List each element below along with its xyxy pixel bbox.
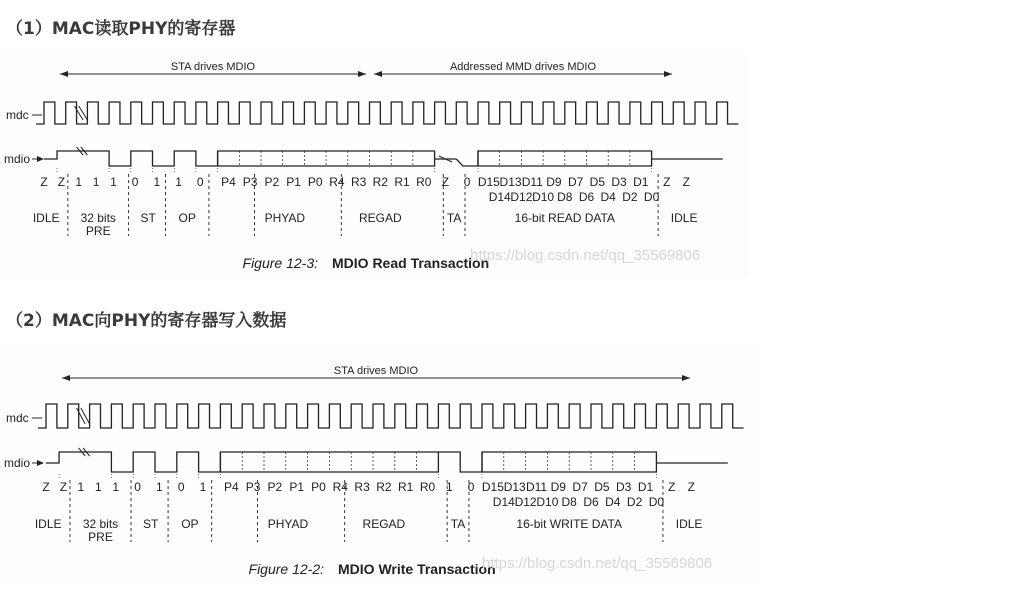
bit-label: 1 — [112, 480, 120, 494]
arrow-head-right — [682, 375, 690, 381]
data-bit-label-low: D12 — [510, 190, 533, 204]
data-bit-label-low: D6 — [583, 495, 599, 509]
bit-label: 1 — [175, 175, 182, 189]
phase-op: OP — [178, 211, 196, 225]
drive-arrow-label: STA drives MDIO — [170, 61, 256, 73]
bit-label: R0 — [416, 175, 432, 189]
phase-32bits: 32 bits — [80, 211, 116, 225]
data-bit-label-low: D4 — [600, 190, 616, 204]
bit-label: 0 — [196, 175, 204, 189]
data-bit-label-low: D10 — [536, 495, 559, 509]
mdc-clock-waveform — [38, 404, 744, 428]
bit-label: 1 — [445, 480, 453, 494]
phase-idle-end: IDLE — [670, 211, 698, 225]
bit-label: D1 — [633, 175, 649, 189]
bit-label: 1 — [94, 480, 102, 494]
bit-label: Z — [663, 175, 671, 189]
data-bit-label-low: D8 — [557, 190, 573, 204]
bit-label: D15 — [481, 480, 504, 494]
bit-label: P3 — [245, 480, 261, 494]
bit-label: P2 — [267, 480, 283, 494]
bit-label: R3 — [354, 480, 370, 494]
write-timing-diagram — [0, 346, 758, 582]
data-bit-label-low: D2 — [622, 190, 638, 204]
phase-regad: REGAD — [362, 517, 406, 531]
watermark: https://blog.csdn.net/qq_35569806 — [482, 555, 713, 572]
bit-label: 0 — [134, 480, 141, 494]
bit-label: Z — [42, 480, 50, 494]
mdio-preamble-waveform — [46, 452, 220, 472]
bit-label: R0 — [419, 480, 436, 494]
bit-label: Z — [57, 175, 66, 189]
bit-label: D15 — [477, 175, 500, 189]
bit-label: 1 — [110, 175, 117, 189]
phase-phyad: PHYAD — [264, 211, 306, 225]
mdc-label: mdc — [6, 411, 29, 425]
bit-label: R1 — [398, 480, 414, 494]
turnaround-zero — [456, 151, 478, 166]
bit-label: P0 — [311, 480, 326, 494]
bit-label: D13 — [503, 480, 526, 494]
phase-data: 16-bit READ DATA — [514, 211, 615, 225]
mdc-label: mdc — [6, 108, 29, 122]
data-bit-label-low: D12 — [514, 495, 537, 509]
bit-label: D5 — [589, 175, 606, 189]
read-transaction-diagram — [0, 54, 748, 276]
bit-label: D11 — [525, 480, 548, 494]
bit-label: R2 — [376, 480, 392, 494]
bit-label: D3 — [616, 480, 632, 494]
mdio-arrow-head — [37, 460, 44, 466]
bit-label: 0 — [177, 480, 185, 494]
data-bit-label-low: D6 — [578, 190, 595, 204]
figure-title: MDIO Write Transaction — [338, 561, 496, 577]
phase-pre: PRE — [88, 530, 113, 544]
phase-op: OP — [181, 517, 199, 531]
phase-regad: REGAD — [359, 211, 402, 225]
data-bit-label-low: D10 — [532, 190, 555, 204]
write-transaction-diagram — [0, 346, 758, 582]
bit-label: P3 — [242, 175, 258, 189]
bit-label: D7 — [567, 175, 584, 189]
bit-label: D3 — [611, 175, 627, 189]
phase-st: ST — [142, 517, 159, 531]
data-bit-label-low: D14 — [488, 190, 511, 204]
bit-label: 0 — [467, 480, 475, 494]
arrow-head-left — [60, 71, 68, 77]
mdc-clock-waveform — [36, 102, 738, 124]
mdio-preamble-waveform — [44, 151, 218, 166]
arrow-head-left — [374, 71, 382, 77]
arrow-head-right — [358, 71, 366, 77]
bit-label: P0 — [307, 175, 323, 189]
bit-label: D5 — [594, 480, 610, 494]
phase-idle-end: IDLE — [675, 517, 703, 531]
bit-label: Z — [59, 480, 68, 494]
phase-ta: TA — [450, 517, 466, 531]
mdio-label: mdio — [4, 456, 31, 470]
arrow-head-right — [664, 71, 672, 77]
bit-label: R4 — [329, 175, 345, 189]
mdio-label: mdio — [4, 152, 31, 166]
phase-pre: PRE — [85, 224, 111, 238]
bit-label: 1 — [199, 480, 207, 494]
data-bit-label-low: D0 — [648, 495, 665, 509]
figure-number: Figure 12-3: — [242, 255, 318, 271]
data-bit-label-low: D2 — [626, 495, 643, 509]
data-bit-label-low: D8 — [561, 495, 577, 509]
bit-label: D11 — [521, 175, 543, 189]
bit-label: P4 — [221, 175, 236, 189]
phase-ta: TA — [446, 211, 462, 225]
drive-arrow-label: Addressed MMD drives MDIO — [449, 61, 597, 73]
data-bit-label-low: D0 — [643, 190, 660, 204]
bit-label: P4 — [223, 480, 239, 494]
bit-label: D9 — [546, 175, 562, 189]
data-bit-label-low: D14 — [492, 495, 515, 509]
bit-label: R3 — [350, 175, 367, 189]
bit-label: Z — [667, 480, 676, 494]
bit-label: P1 — [289, 480, 305, 494]
watermark: https://blog.csdn.net/qq_35569806 — [470, 247, 701, 264]
bit-label: Z — [687, 480, 695, 494]
read-section-heading: （1）MAC读取PHY的寄存器 — [6, 19, 236, 39]
bit-label: R2 — [372, 175, 389, 189]
bit-label: 0 — [131, 175, 139, 189]
turnaround-one-zero — [438, 452, 482, 472]
bit-label: P2 — [264, 175, 280, 189]
bit-label: Z — [40, 175, 48, 189]
bit-label: 0 — [463, 175, 471, 189]
bit-label: Z — [441, 175, 450, 189]
phase-phyad: PHYAD — [267, 517, 309, 531]
phase-idle: IDLE — [34, 517, 62, 531]
bit-label: 1 — [77, 480, 85, 494]
phase-data: 16-bit WRITE DATA — [516, 517, 622, 531]
bit-label: 1 — [153, 175, 161, 189]
phase-st: ST — [140, 211, 156, 225]
phase-idle: IDLE — [32, 211, 60, 225]
bit-label: 1 — [75, 175, 83, 189]
data-bit-label-low: D4 — [605, 495, 621, 509]
read-timing-diagram — [0, 54, 748, 276]
bit-label: R1 — [394, 175, 410, 189]
bit-label: P1 — [286, 175, 301, 189]
bit-label: 1 — [92, 175, 100, 189]
bit-label: 1 — [156, 480, 163, 494]
clock-break-mark — [77, 408, 86, 424]
bit-label: D7 — [572, 480, 588, 494]
bit-label: D9 — [550, 480, 566, 494]
arrow-head-left — [62, 375, 70, 381]
drive-arrow-label: STA drives MDIO — [333, 365, 419, 377]
phase-32bits: 32 bits — [82, 517, 119, 531]
bit-label: R4 — [332, 480, 348, 494]
clock-break-mark — [74, 106, 83, 120]
mdio-arrow-head — [37, 156, 44, 162]
figure-number: Figure 12-2: — [248, 561, 324, 577]
figure-title: MDIO Read Transaction — [332, 255, 490, 271]
clock-break-mark — [79, 106, 88, 120]
write-section-heading: （2）MAC向PHY的寄存器写入数据 — [6, 311, 287, 331]
bit-label: D1 — [637, 480, 654, 494]
clock-break-mark — [81, 408, 90, 424]
bit-label: D13 — [499, 175, 522, 189]
bit-label: Z — [682, 175, 690, 189]
